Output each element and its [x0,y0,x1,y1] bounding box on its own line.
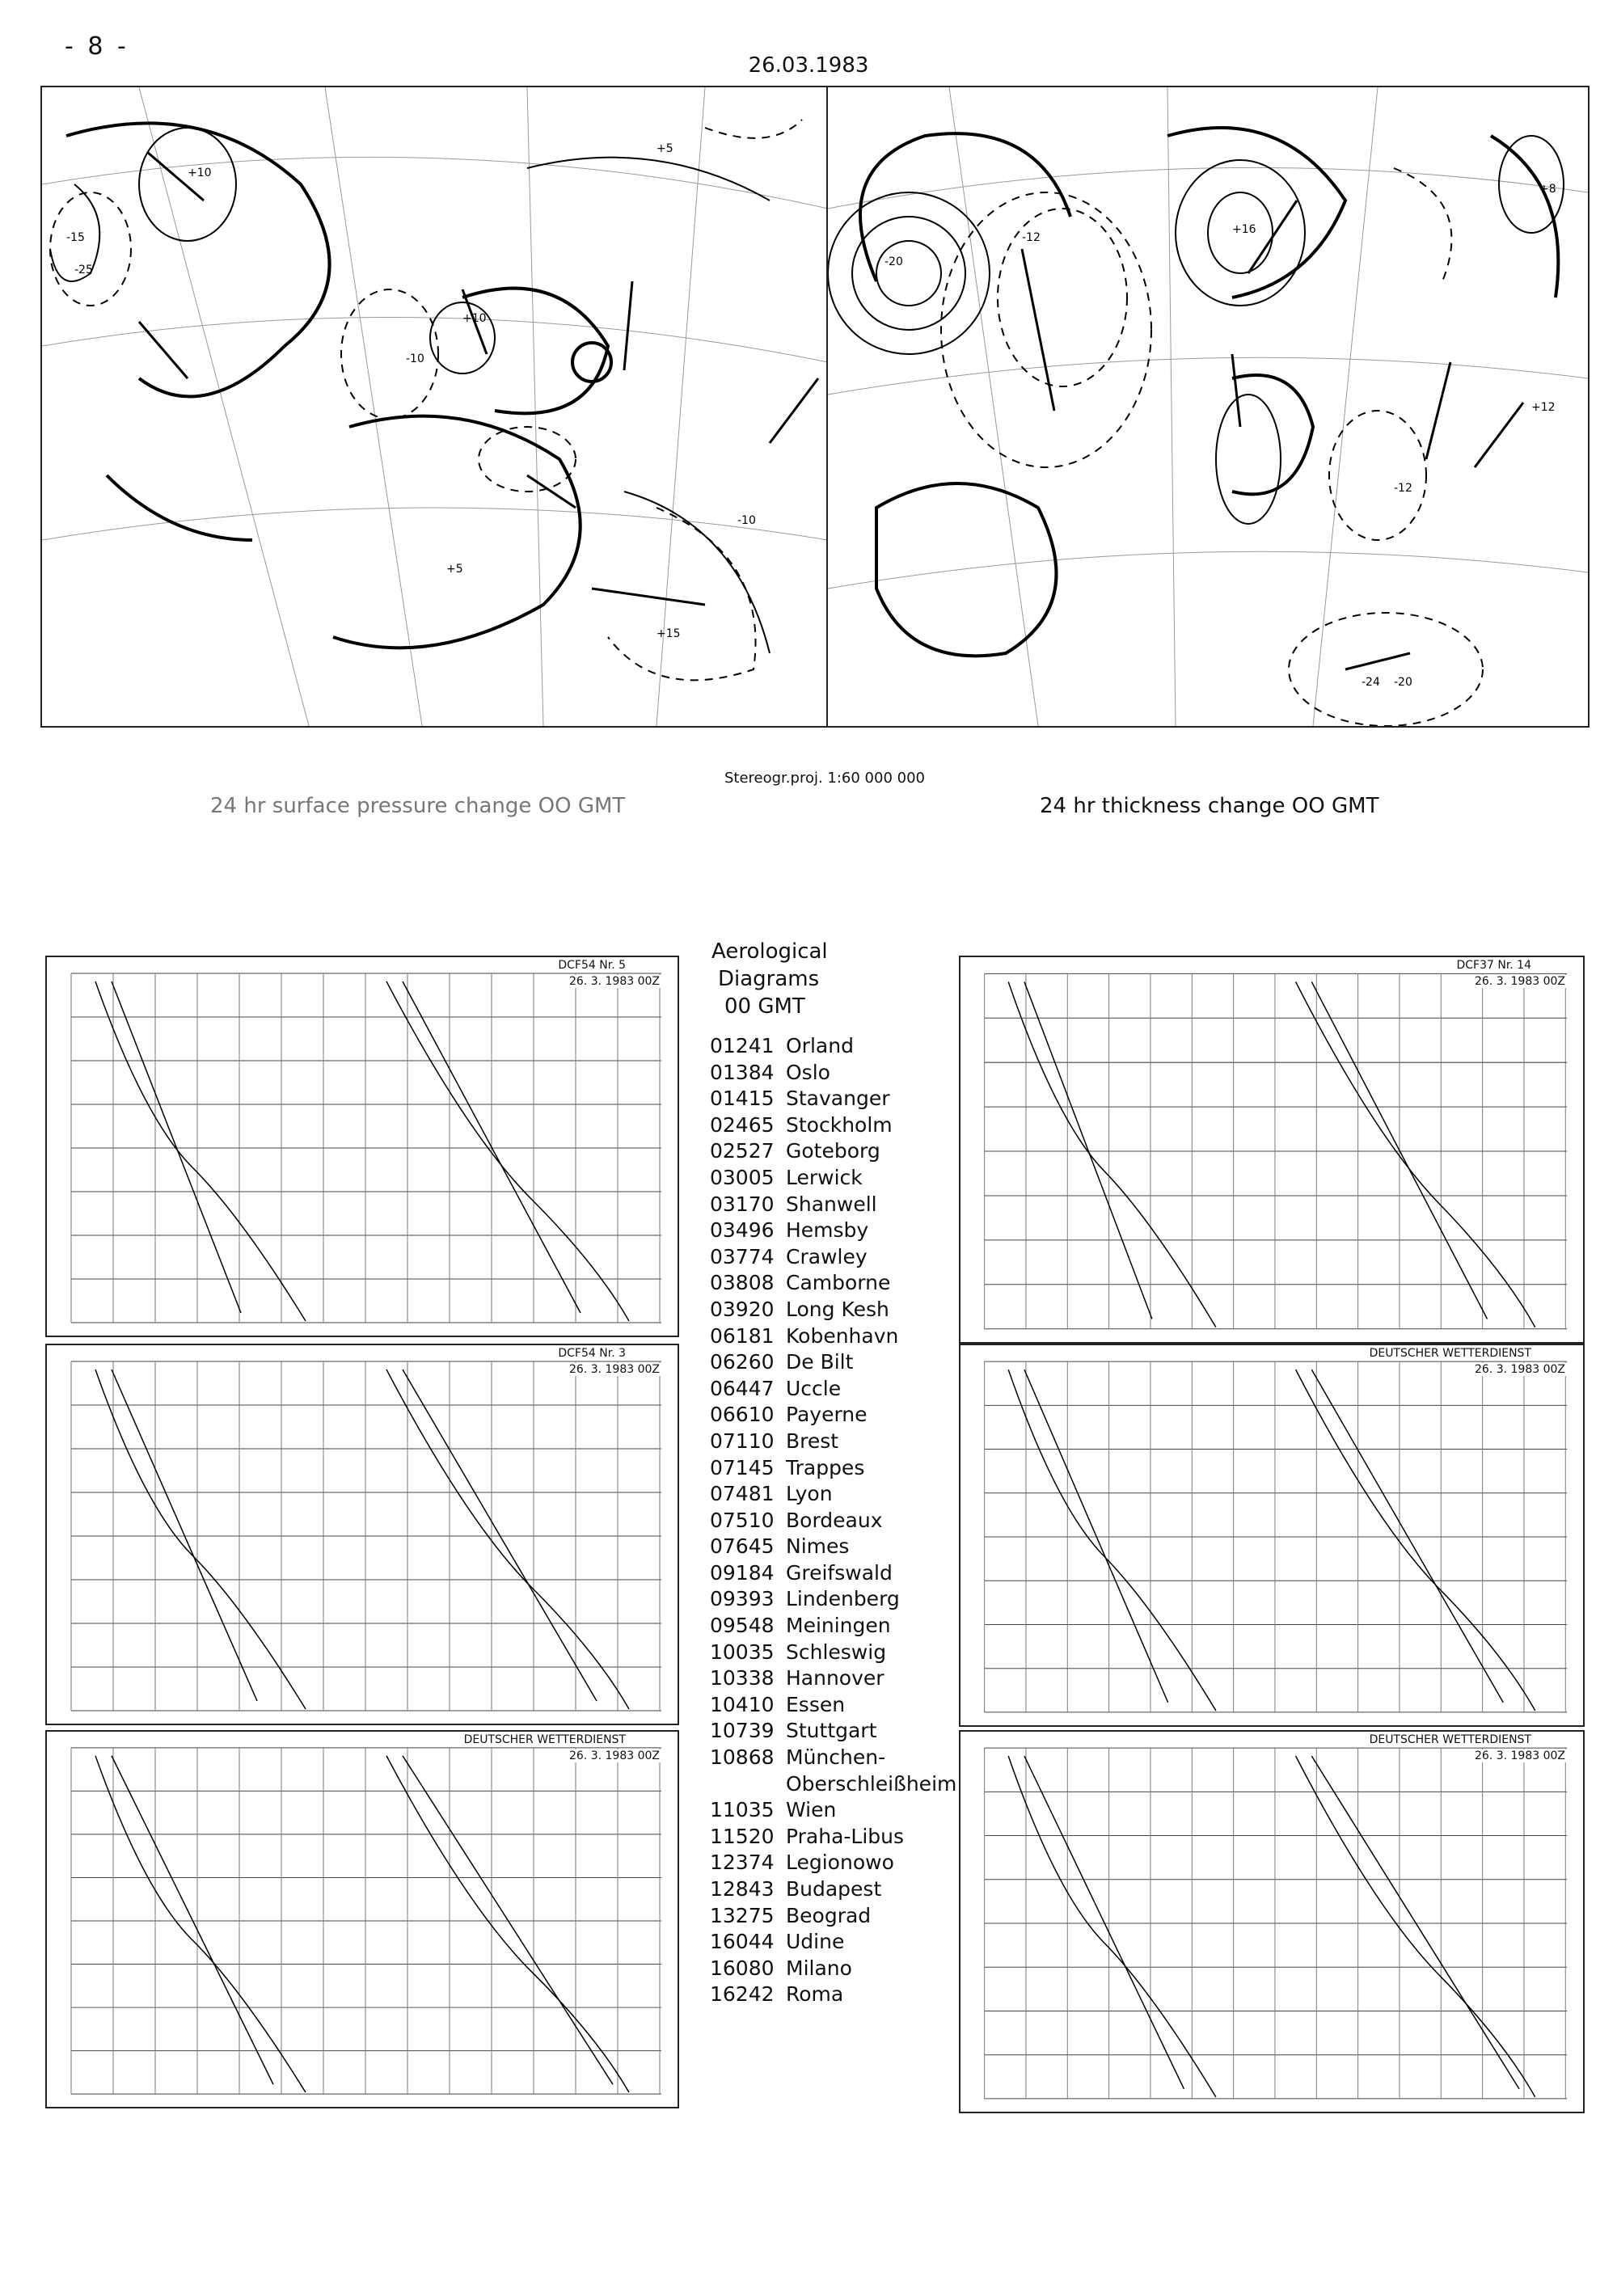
station-name: Goteborg [786,1139,880,1163]
station-row [710,1270,956,1297]
diagram-id-label: DCF37 Nr. 14 [1453,959,1535,972]
svg-text:-12: -12 [1022,231,1041,244]
station-code: 06447 [710,1376,775,1400]
pressure-map-drawing [42,87,828,726]
station-code: 12843 [710,1877,775,1901]
station-name: Beograd [786,1903,872,1927]
station-code: 06260 [710,1350,775,1374]
station-name: Budapest [786,1877,882,1901]
sounding-trace [1311,1370,1503,1703]
svg-text:-24: -24 [1362,676,1380,689]
station-name: Camborne [786,1271,891,1295]
svg-text:+16: +16 [1232,223,1256,236]
station-name: Brest [786,1429,839,1453]
station-code: 07481 [710,1482,775,1506]
diagram-id-label: DEUTSCHER WETTERDIENST [1366,1347,1535,1360]
aerological-title-line: Diagrams [718,967,820,991]
station-name: Udine [786,1930,845,1954]
station-row [710,1165,956,1192]
sounding-trace [1024,982,1152,1319]
station-code: 07645 [710,1534,775,1559]
thickness-change-map [826,86,1590,728]
station-name: Hemsby [786,1218,869,1243]
sounding-trace [386,981,629,1321]
sounding-trace [95,1370,306,1709]
station-row [710,1929,956,1956]
station-row [710,1586,956,1613]
station-code: 03808 [710,1271,775,1295]
station-row [710,1376,956,1403]
station-row [710,1481,956,1508]
station-name: München- [786,1745,886,1770]
aerological-title [711,938,828,1020]
station-name: Long Kesh [786,1297,889,1321]
aerological-diagram [959,1730,1585,2113]
svg-text:-15: -15 [66,231,85,244]
diagram-datetime-label: 26. 3. 1983 00Z [1471,1363,1568,1376]
sounding-trace [403,1756,613,2084]
sounding-trace [1296,1756,1535,2097]
aerological-diagram [45,1730,679,2108]
station-row [710,1797,956,1824]
sounding-trace [1311,1756,1519,2089]
station-code: 16242 [710,1982,775,2007]
station-row [710,1771,956,1798]
sounding-trace [386,1370,629,1709]
station-name: Hannover [786,1666,884,1690]
station-name: Essen [786,1692,846,1716]
sounding-trace [1296,1370,1535,1711]
diagram-grid [960,1732,1583,2112]
station-code: 12374 [710,1851,775,1875]
station-name: Trappes [786,1455,865,1479]
station-row [710,1033,956,1060]
station-name: Stuttgart [786,1719,877,1743]
station-row [710,1534,956,1560]
aerological-title-line: Aerological [711,939,828,964]
aerological-diagram [45,956,679,1337]
station-code: 16080 [710,1956,775,1980]
svg-text:-20: -20 [884,255,903,268]
thickness-map-drawing [828,87,1588,726]
station-code: 01384 [710,1060,775,1084]
station-name: Lindenberg [786,1587,900,1611]
station-code: 03496 [710,1218,775,1243]
thickness-map-caption: 24 hr thickness change OO GMT [1040,794,1379,818]
svg-text:-10: -10 [406,352,424,365]
aerological-diagram [959,956,1585,1344]
station-name: Payerne [786,1403,868,1427]
svg-text:-10: -10 [737,514,756,527]
station-row [710,1560,956,1587]
diagram-datetime-label: 26. 3. 1983 00Z [1471,975,1568,988]
diagram-grid [47,1732,678,2107]
station-row [710,1218,956,1244]
sounding-trace [1296,982,1535,1327]
station-code: 10868 [710,1745,775,1770]
station-code: 11035 [710,1798,775,1822]
station-row [710,1112,956,1139]
svg-text:-12: -12 [1394,482,1412,495]
diagram-grid [960,957,1583,1342]
station-code: 03005 [710,1165,775,1189]
sounding-trace [95,981,306,1321]
station-name: Bordeaux [786,1508,883,1532]
sounding-trace [112,981,241,1313]
station-row [710,1402,956,1429]
station-list [710,1033,956,2008]
station-row [710,1692,956,1719]
station-code: 10739 [710,1719,775,1743]
station-code: 10410 [710,1692,775,1716]
station-row [710,1455,956,1482]
station-row [710,1086,956,1112]
station-name: Meiningen [786,1614,891,1638]
diagram-id-label: DEUTSCHER WETTERDIENST [1366,1733,1535,1746]
station-code: 13275 [710,1903,775,1927]
sounding-trace [1024,1756,1184,2089]
station-row [710,1429,956,1455]
station-code: 03774 [710,1244,775,1268]
sounding-trace [95,1756,306,2092]
station-code: 07145 [710,1455,775,1479]
svg-text:-25: -25 [74,264,93,276]
station-name: De Bilt [786,1350,854,1374]
station-name: Legionowo [786,1851,894,1875]
station-code: 09548 [710,1614,775,1638]
svg-text:+8: +8 [1539,183,1556,196]
station-row [710,1745,956,1771]
diagram-grid [47,957,678,1336]
station-code: 09184 [710,1560,775,1585]
station-row [710,1982,956,2008]
station-name: Praha-Libus [786,1824,905,1848]
station-row [710,1244,956,1271]
diagram-datetime-label: 26. 3. 1983 00Z [1471,1749,1568,1762]
station-row [710,1060,956,1087]
sounding-trace [403,1370,597,1701]
station-row [710,1876,956,1903]
station-row [710,1192,956,1218]
station-code: 01415 [710,1087,775,1111]
aerological-title-line: 00 GMT [724,994,805,1019]
diagram-grid [47,1345,678,1724]
station-name: Oslo [786,1060,830,1084]
station-name: Milano [786,1956,852,1980]
station-name: Wien [786,1798,837,1822]
station-name: Nimes [786,1534,850,1559]
station-code: 10035 [710,1640,775,1664]
station-name: Oberschleißheim [786,1771,957,1796]
sounding-trace [386,1756,629,2092]
station-row [710,1956,956,1982]
station-code: 06610 [710,1403,775,1427]
diagram-id-label: DEUTSCHER WETTERDIENST [461,1733,629,1746]
station-row [710,1665,956,1692]
page-date: 26.03.1983 [748,53,869,78]
station-code: 03920 [710,1297,775,1321]
station-name: Uccle [786,1376,842,1400]
station-code: 02527 [710,1139,775,1163]
station-row [710,1903,956,1930]
svg-text:+5: +5 [446,563,463,576]
station-row [710,1613,956,1640]
station-name: Crawley [786,1244,868,1268]
sounding-trace [1008,1370,1216,1711]
sounding-trace [112,1756,273,2084]
station-name: Shanwell [786,1192,877,1216]
station-row [710,1508,956,1534]
station-name: Roma [786,1982,844,2007]
station-row [710,1297,956,1323]
svg-text:-20: -20 [1394,676,1412,689]
diagram-datetime-label: 26. 3. 1983 00Z [566,1749,663,1762]
station-name: Kobenhavn [786,1323,899,1348]
station-name: Schleswig [786,1640,887,1664]
sounding-trace [1008,1756,1216,2097]
station-code: 06181 [710,1323,775,1348]
station-row [710,1718,956,1745]
station-code: 16044 [710,1930,775,1954]
station-row [710,1824,956,1851]
diagram-datetime-label: 26. 3. 1983 00Z [566,1363,663,1376]
station-name: Stockholm [786,1112,893,1137]
diagram-id-label: DCF54 Nr. 5 [555,959,629,972]
svg-text:+15: +15 [657,627,681,640]
projection-note: Stereogr.proj. 1:60 000 000 [724,770,925,787]
aerological-diagram [45,1344,679,1725]
sounding-trace [112,1370,257,1701]
diagram-datetime-label: 26. 3. 1983 00Z [566,975,663,988]
station-name: Stavanger [786,1087,890,1111]
diagram-grid [960,1345,1583,1725]
station-code: 03170 [710,1192,775,1216]
pressure-map-caption: 24 hr surface pressure change OO GMT [210,794,626,818]
station-row [710,1640,956,1666]
station-row [710,1850,956,1876]
surface-pressure-change-map [40,86,830,728]
diagram-id-label: DCF54 Nr. 3 [555,1347,629,1360]
station-row [710,1323,956,1350]
station-name: Lerwick [786,1165,863,1189]
station-code: 01241 [710,1034,775,1057]
station-code [710,1771,786,1798]
svg-text:+5: +5 [657,142,673,155]
station-row [710,1349,956,1376]
station-name: Lyon [786,1482,833,1506]
station-code: 07110 [710,1429,775,1453]
svg-text:+10: +10 [462,312,487,325]
station-code: 07510 [710,1508,775,1532]
station-name: Orland [786,1034,854,1057]
station-code: 10338 [710,1666,775,1690]
aerological-diagram [959,1344,1585,1727]
svg-text:+12: +12 [1531,401,1556,414]
svg-text:+10: +10 [188,167,212,179]
sounding-trace [1024,1370,1168,1703]
sounding-trace [1008,982,1216,1327]
station-row [710,1138,956,1165]
station-code: 09393 [710,1587,775,1611]
station-name: Greifswald [786,1560,893,1585]
station-code: 02465 [710,1112,775,1137]
station-code: 11520 [710,1824,775,1848]
page-number: - 8 - [65,32,129,61]
